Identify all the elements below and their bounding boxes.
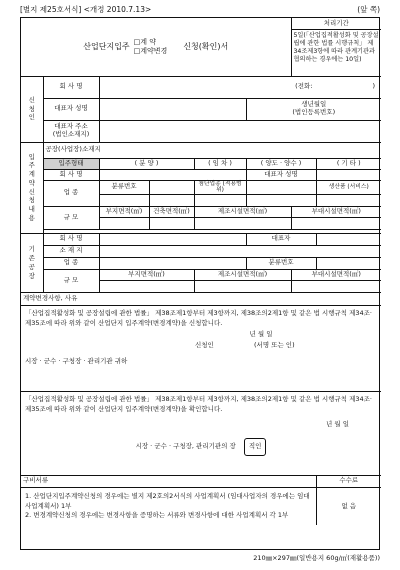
contract-section: 입 주 계 약 신 청 내 용: [21, 142, 43, 233]
existing-land-field[interactable]: [99, 280, 194, 292]
land-area-label: 부지면적(㎡): [99, 206, 149, 217]
doc-item-1: 1. 산업단지입주계약신청의 경우에는 별지 제2호의2서식의 사업계획서 (임대사업자의 경우에는 임대사업계획서) 1부: [25, 491, 310, 510]
applicant-addr-label: [43, 120, 99, 142]
mfg-area-label: 제조시설면적(㎡): [194, 206, 291, 217]
aux-area-field[interactable]: [291, 217, 381, 229]
paper-spec: 210㎜×297㎜(일반용지 60g/㎡(재활용품)): [253, 554, 380, 562]
form-option-sale[interactable]: ( 분 양 ): [99, 158, 194, 169]
confirm-date: 년 월 일: [326, 420, 349, 429]
industry-field-c[interactable]: [194, 194, 246, 206]
form-option-other[interactable]: ( 기 타 ): [316, 158, 381, 169]
form-header: [20, 2, 380, 16]
docs-list: [21, 487, 316, 525]
building-area-field[interactable]: [149, 217, 194, 229]
declaration-block: [21, 305, 381, 391]
existing-class-label: 분류번호: [246, 257, 316, 269]
existing-industry-field[interactable]: [99, 257, 246, 269]
existing-rep-label: 대표자: [246, 233, 316, 245]
addr-label-2: (법인소재지): [52, 130, 90, 138]
form-title: [21, 18, 291, 76]
applicant-company-field[interactable]: [99, 76, 381, 98]
existing-mfg-field[interactable]: [194, 280, 291, 292]
existing-company-label: 회 사 명: [43, 233, 99, 245]
existing-aux-label: 부대시설면적(㎡): [291, 269, 381, 280]
industry-field-b[interactable]: [149, 194, 194, 206]
application-form: [20, 17, 380, 550]
contract-change-checkbox[interactable]: □계약변경: [133, 46, 168, 55]
form-option-transfer[interactable]: ( 양도 · 양수 ): [246, 158, 316, 169]
class-no-field[interactable]: [149, 180, 194, 194]
existing-industry-label: 업 종: [43, 257, 99, 269]
land-area-field[interactable]: [99, 217, 149, 229]
form-number: [별지 제25호서식] <개정 2010.7.13>: [20, 4, 152, 14]
declaration-date: 년 월 일: [249, 330, 273, 339]
contract-company-field[interactable]: [99, 169, 246, 180]
form-table: [21, 18, 381, 525]
addr-label: 대표자 주소: [54, 122, 88, 131]
docs-label: 구비서류: [21, 475, 316, 487]
industry-label: 업 종: [43, 180, 99, 206]
existing-mfg-label: 제조시설면적(㎡): [194, 269, 291, 280]
contract-rep-field[interactable]: [316, 169, 381, 180]
existing-scale-label: 규 모: [43, 269, 99, 292]
contract-checkbox[interactable]: □계 약: [133, 38, 157, 47]
title-prefix: 산업단지입주: [83, 41, 130, 51]
applicant-addr-field[interactable]: [99, 120, 381, 142]
site-location-label: 공장(사업장)소재지: [45, 145, 101, 154]
confirmation-block: [21, 391, 381, 475]
sign-label[interactable]: (서명 또는 인): [254, 341, 295, 350]
product-field[interactable]: [316, 194, 381, 206]
applicant-rep-label: 대표자 성명: [43, 98, 99, 120]
existing-company-field[interactable]: [99, 233, 246, 245]
contract-company-label: 회 사 명: [43, 169, 99, 180]
applicant-section: 신 청 인: [21, 76, 43, 142]
fee-value: 없 음: [316, 487, 381, 525]
product-label: 생산품 (서비스): [316, 180, 381, 194]
existing-class-field[interactable]: [316, 257, 381, 269]
applicant-rep-field[interactable]: [99, 98, 246, 120]
aux-area-label: 부대시설면적(㎡): [291, 206, 381, 217]
period-text: 5일(「산업집적활성화 및 공장설립에 관한 법률 시행규칙」 제34조제3항에 따라 관계기관과 협의하는 경우에는 10일): [293, 32, 379, 64]
phone-label: (전화:: [295, 82, 313, 91]
existing-section: 기 존 공 장: [21, 233, 43, 292]
existing-rep-field[interactable]: [316, 233, 381, 245]
site-location-field[interactable]: [43, 142, 381, 158]
addressee: 시장 · 군수 · 구청장 · 관리기관 귀하: [25, 356, 128, 365]
issuer-label: 시장 · 군수 · 구청장, 관리기관의 장: [135, 442, 236, 451]
form-option-lease[interactable]: ( 임 차 ): [194, 158, 246, 169]
mfg-area-field[interactable]: [194, 217, 291, 229]
change-reason-label: 계약변경사항, 사유: [23, 293, 78, 302]
signer-label: 신청인: [195, 341, 214, 350]
birth-label: 생년월일: [301, 100, 327, 109]
title-suffix: 신청(확인)서: [183, 41, 229, 51]
declaration-text: 「산업집적활성화 및 공장설립에 관한 법률」 제38조제1항부터 제3항까지, 제38조의2제1항 및 같은 법 시행규칙 제34조·제35조에 따라 위와 같이 산업단지 입주계약(변경계약)을 신청합니다.: [25, 308, 372, 327]
contract-rep-label: 대표자 성명: [246, 169, 316, 180]
period-label: 처리기간: [292, 18, 382, 30]
scale-label: 규 모: [43, 206, 99, 229]
building-area-label: 건축면적(㎡): [149, 206, 194, 217]
existing-location-label: 소 재 지: [43, 245, 99, 257]
class-no-label: 분류번호: [99, 180, 149, 194]
phone-close: ): [372, 82, 375, 91]
page-side: (앞 쪽): [357, 4, 380, 14]
occupancy-form-label: 입주형태: [43, 158, 99, 169]
applicant-birth[interactable]: [246, 98, 381, 120]
hightech-label: 첨단업종 (적용범위): [194, 180, 246, 194]
existing-aux-field[interactable]: [291, 280, 381, 292]
hightech-field[interactable]: [246, 180, 316, 194]
confirm-text: 「산업집적활성화 및 공장설립에 관한 법률」 제38조제1항부터 제3항까지, 제38조의2제1항 및 같은 법 시행규칙 제34조·제35조에 따라 위와 같이 산업단지 입주계약(변경계약)을 확인합니다.: [25, 394, 372, 413]
official-seal: 직인: [244, 438, 267, 456]
industry-field-d[interactable]: [246, 194, 316, 206]
fee-label: 수수료: [316, 475, 381, 487]
existing-location-field[interactable]: [99, 245, 381, 257]
existing-land-label: 부지면적(㎡): [99, 269, 194, 280]
change-reason-field[interactable]: [21, 292, 381, 305]
processing-period: [291, 18, 381, 76]
industry-field-a[interactable]: [99, 194, 149, 206]
applicant-company-label: 회 사 명: [43, 76, 99, 98]
doc-item-2: 2. 변경계약신청의 경우에는 변경사항을 증명하는 서류와 변경사항에 대한 사업계획서 각 1부: [25, 511, 289, 520]
corp-no-label: (법인등록번호): [292, 108, 336, 116]
